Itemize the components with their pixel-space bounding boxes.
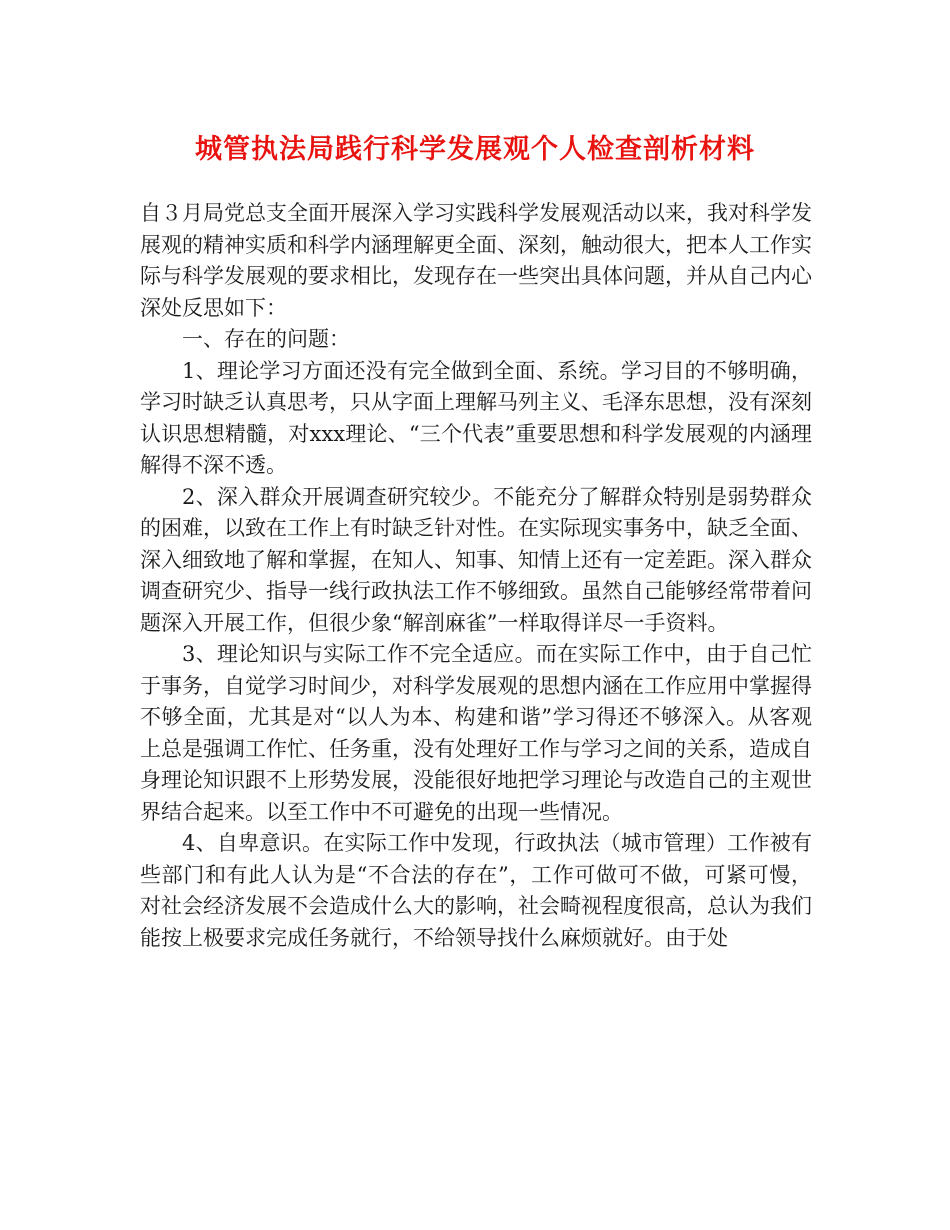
- problem-item-1: 1、理论学习方面还没有完全做到全面、系统。学习目的不够明确，学习时缺乏认真思考，只从字面上理解马列主义、毛泽东思想，没有深刻认识思想精髓，对xxx理论、“三个代表”重要思想和科学发展观的内涵理解得不深不透。: [140, 358, 812, 477]
- intro-paragraph: 自３月局党总支全面开展深入学习实践科学发展观活动以来，我对科学发展观的精神实质和科学内涵理解更全面、深刻，触动很大，把本人工作实际与科学发展观的要求相比，发现存在一些突出具体问题，并从自己内心深处反思如下：: [140, 201, 812, 320]
- document-body: [140, 198, 812, 954]
- problem-item-2: 2、深入群众开展调查研究较少。不能充分了解群众特别是弱势群众的困难，以致在工作上有时缺乏针对性。在实际现实事务中，缺乏全面、深入细致地了解和掌握，在知人、知事、知情上还有一定差距。深入群众调查研究少、指导一线行政执法工作不够细致。虽然自己能够经常带着问题深入开展工作，但很少象“解剖麻雀”一样取得详尽一手资料。: [140, 484, 812, 635]
- problem-item-3: 3、理论知识与实际工作不完全适应。而在实际工作中，由于自己忙于事务，自觉学习时间少，对科学发展观的思想内涵在工作应用中掌握得不够全面，尤其是对“以人为本、构建和谐”学习得还不够深入。从客观上总是强调工作忙、任务重，没有处理好工作与学习之间的关系，造成自身理论知识跟不上形势发展，没能很好地把学习理论与改造自己的主观世界结合起来。以至工作中不可避免的出现一些情况。: [140, 642, 812, 824]
- document-title: 城管执法局践行科学发展观个人检查剖析材料: [195, 134, 755, 165]
- problem-item-4: 4、自卑意识。在实际工作中发现，行政执法（城市管理）工作被有些部门和有此人认为是“不合法的存在”，工作可做可不做，可紧可慢，对社会经济发展不会造成什么大的影响，社会畸视程度很高，总认为我们能按上极要求完成任务就行，不给领导找什么麻烦就好。由于处: [140, 831, 812, 950]
- section-heading: 一、存在的问题：: [182, 327, 350, 351]
